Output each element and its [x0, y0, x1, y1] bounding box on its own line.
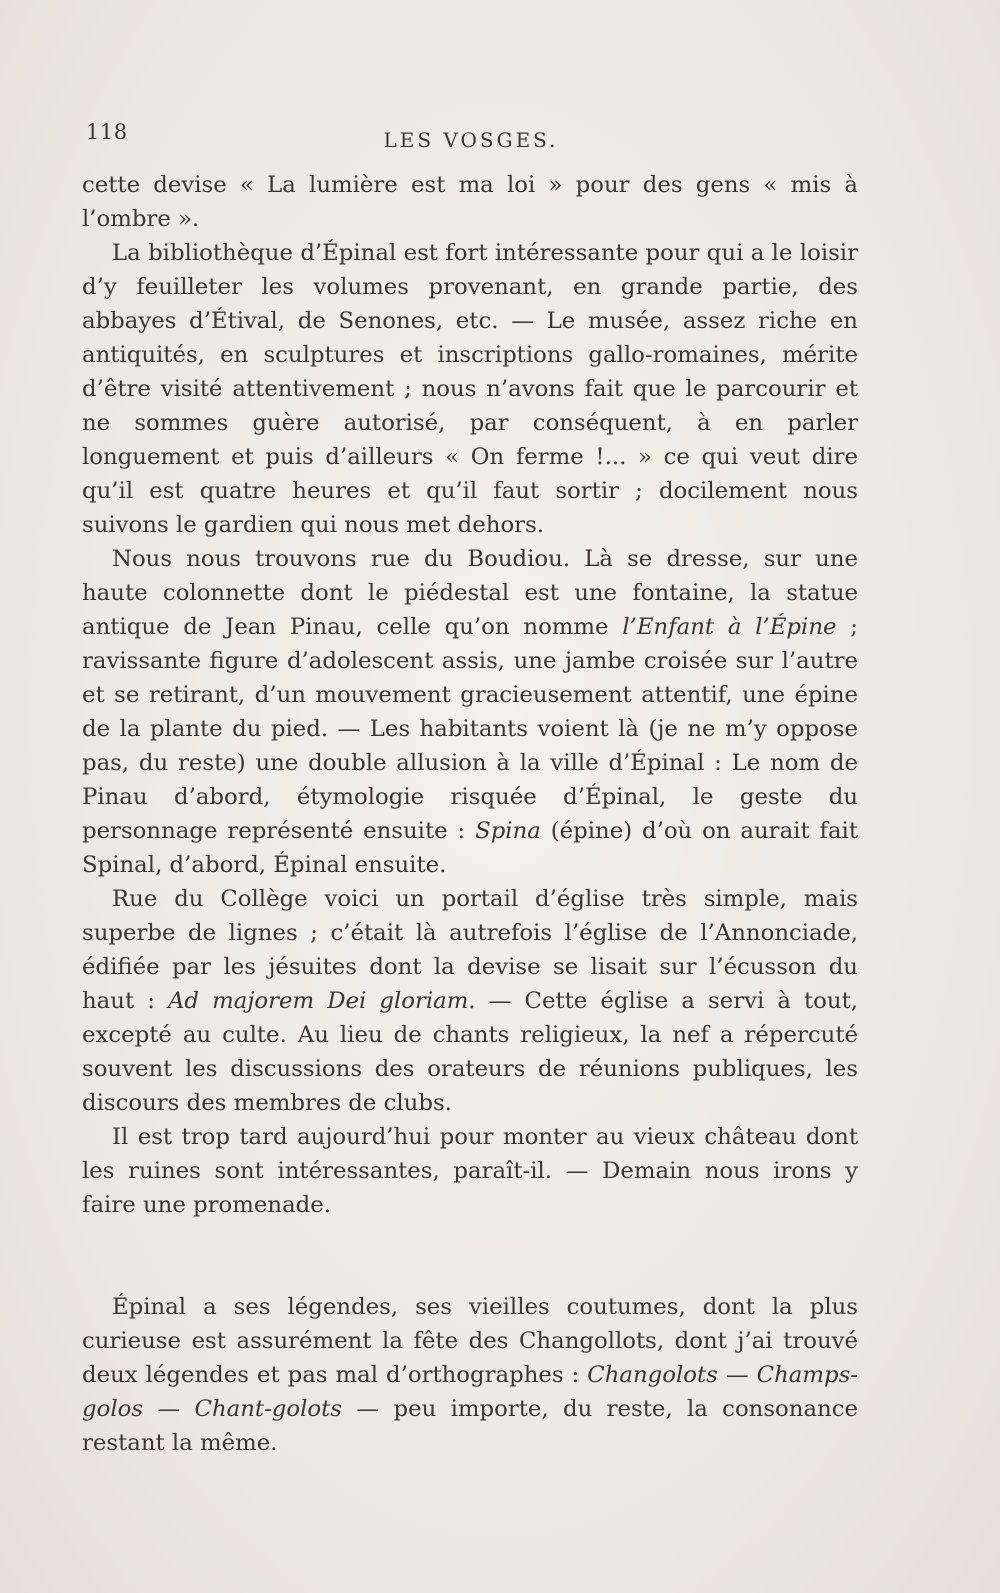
- text-run: — Cette église a servi à tout, excepté au culte. Au lieu de chants religieux, la nef a répercuté souvent les discussions des orateurs de réunions publiques, les discours des membres de clubs.: [82, 988, 858, 1116]
- body-text: [82, 168, 858, 1460]
- italic-text-run: l’Enfant à l’Épine: [622, 614, 837, 640]
- text-run: Épinal a ses légendes, ses vieilles coutumes, dont la plus curieuse est assurément la fête des Changollots, dont j’ai trouvé deux légendes et pas mal d’orthographes :: [82, 1294, 858, 1388]
- page-header: [86, 118, 856, 158]
- text-run: ; ravissante figure d’adolescent assis, une jambe croisée sur l’autre et se retirant, d’un mouvement gracieusement attentif, une épine de la plante du pied. — Les habitants voient là (je ne m’y oppose pas, du reste) une double allusion à la ville d’Épinal : Le nom de Pinau d’abord, étymologie risquée d’Épinal, le geste du personnage représenté ensuite :: [82, 614, 858, 844]
- text-run: (épine) d’où on aurait fait Spinal, d’abord, Épinal ensuite.: [82, 818, 858, 878]
- paragraph: [82, 542, 858, 882]
- text-run: Rue du Collège voici un portail d’église très simple, mais superbe de lignes ; c’était là autrefois l’église de l’Annonciade, édifiée par les jésuites dont la devise se lisait sur l’écusson du haut :: [82, 886, 858, 1014]
- paragraph: [82, 1290, 858, 1460]
- italic-text-run: Ad majorem Dei gloriam.: [167, 988, 476, 1014]
- paragraph: [82, 882, 858, 1120]
- page-number: 118: [86, 120, 128, 144]
- paragraph: [82, 236, 858, 542]
- text-run: Nous nous trouvons rue du Boudiou. Là se dresse, sur une haute colonnette dont le piédestal est une fontaine, la statue antique de Jean Pinau, celle qu’on nomme: [82, 546, 858, 640]
- italic-text-run: Spina: [475, 818, 541, 844]
- paragraph: [82, 1120, 858, 1222]
- text-run: La bibliothèque d’Épinal est fort intéressante pour qui a le loisir d’y feuilleter les volumes provenant, en grande partie, des abbayes d’Étival, de Senones, etc. — Le musée, assez riche en antiquités, en sculptures et inscriptions gallo-romaines, mérite d’être visité attentivement ; nous n’avons fait que le parcourir et ne sommes guère autorisé, par conséquent, à en parler longuement et puis d’ailleurs « On ferme !... » ce qui veut dire qu’il est quatre heures et qu’il faut sortir ; docilement nous suivons le gardien qui nous met dehors.: [82, 240, 858, 538]
- text-run: Il est trop tard aujourd’hui pour monter au vieux château dont les ruines sont intéressantes, paraît-il. — Demain nous irons y faire une promenade.: [82, 1124, 858, 1218]
- text-run: cette devise « La lumière est ma loi » pour des gens « mis à l’ombre ».: [82, 172, 858, 232]
- text-run: — peu importe, du reste, la consonance restant la même.: [82, 1396, 858, 1456]
- running-head: LES VOSGES.: [383, 128, 559, 152]
- paragraph: [82, 168, 858, 236]
- italic-text-run: Changolots — Champs-golos — Chant-golots: [82, 1362, 858, 1422]
